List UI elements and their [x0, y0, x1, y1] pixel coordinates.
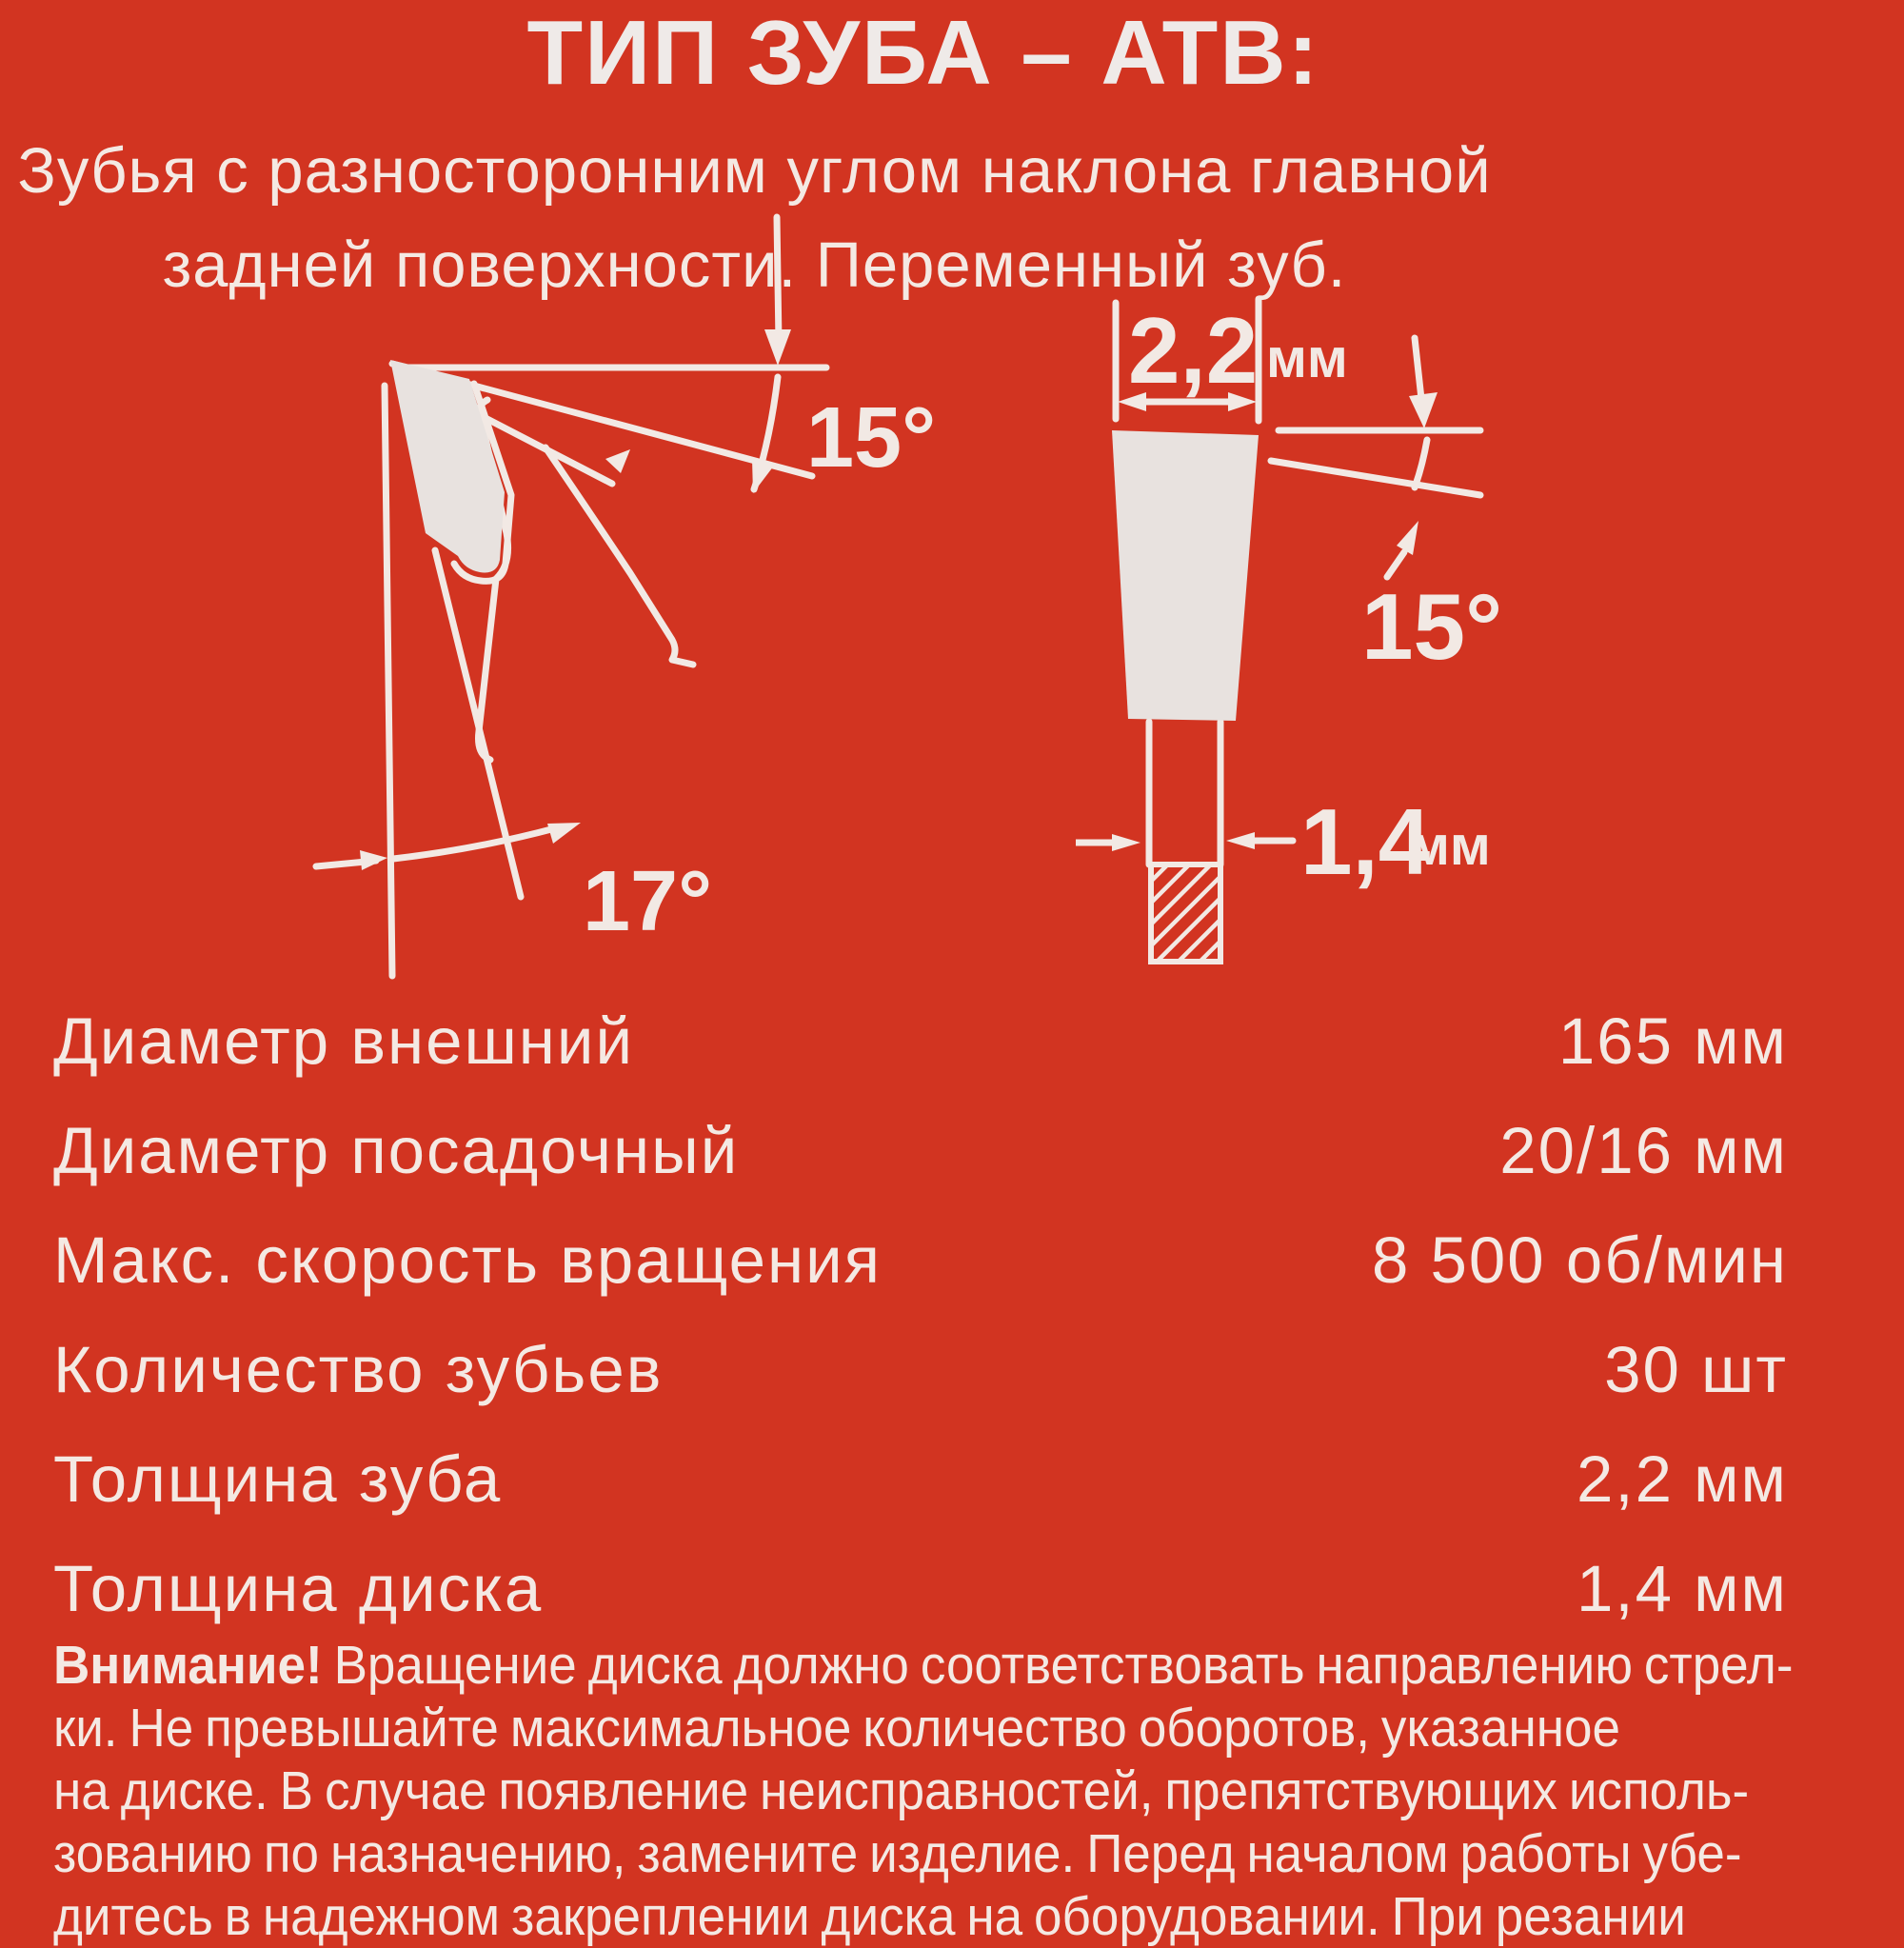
bevel-angle-label: 15°: [1361, 574, 1503, 679]
angle-label-15: 15°: [806, 390, 937, 486]
spec-row-outer-diameter: [53, 986, 1788, 1096]
kerf-unit-label: мм: [1266, 328, 1348, 389]
warning-line-3: на диске. В случае появление неисправностей, препятствующих исполь-: [53, 1760, 1750, 1821]
small-up-arrowhead: [605, 449, 630, 473]
spec-label: Толщина зуба: [53, 1442, 503, 1516]
plate-value-label: 1,4: [1300, 789, 1431, 894]
warning-line-1: Внимание! Вращение диска должно соответствовать направлению стрел-: [53, 1635, 1794, 1696]
down-arrowhead: [764, 329, 791, 366]
vertical-reference-line: [385, 386, 392, 976]
tooth-side-profile-diagram: [286, 209, 971, 981]
plate-unit-label: мм: [1409, 815, 1491, 877]
warning-paragraph: [53, 1634, 1891, 1948]
spec-row-tooth-count: [53, 1315, 1788, 1424]
warning-line-4: зованию по назначению, замените изделие. Перед началом работы убе-: [53, 1823, 1742, 1884]
spec-label: Макс. скорость вращения: [53, 1223, 883, 1297]
subtitle-line-1: Зубья с разносторонним углом наклона главной: [17, 135, 1492, 207]
spec-value: 1,4 мм: [1577, 1552, 1788, 1625]
spec-value: 2,2 мм: [1577, 1442, 1788, 1516]
plate-arrowhead-right: [1226, 832, 1255, 849]
spec-value: 165 мм: [1557, 1004, 1788, 1078]
spec-value: 20/16 мм: [1499, 1114, 1788, 1187]
spec-row-max-speed: [53, 1205, 1788, 1315]
arc17-left-arrowhead: [360, 850, 387, 870]
warning-line-2: ки. Не превышайте максимальное количество оборотов, указанное: [53, 1698, 1620, 1759]
next-tooth-line: [545, 447, 693, 665]
subtitle-line-2: задней поверхности. Переменный зуб.: [162, 229, 1347, 301]
disk-hatched-section: [1151, 865, 1220, 962]
tooth-front-shape: [1112, 430, 1259, 721]
spec-label: Диаметр посадочный: [53, 1114, 740, 1187]
bevel-sloped-line: [1271, 461, 1480, 495]
spec-table: [53, 986, 1788, 1643]
bevel-down-arrowhead: [1409, 392, 1438, 428]
angle-arc-17: [393, 828, 555, 859]
bevel-angle-arc: [1415, 440, 1427, 487]
bevel-up-arrowhead: [1397, 521, 1418, 555]
spec-label: Диаметр внешний: [53, 1004, 634, 1078]
spec-label: Толщина диска: [53, 1552, 544, 1625]
kerf-value-label: 2,2: [1128, 298, 1259, 403]
warning-line-5: дитесь в надежном закреплении диска на оборудовании. При резании: [53, 1886, 1686, 1947]
page-title: ТИП ЗУБА – ATB:: [526, 2, 1320, 104]
spec-row-bore-diameter: [53, 1096, 1788, 1205]
tooth-front-profile-diagram: [1076, 286, 1590, 1057]
spec-value: 30 шт: [1604, 1333, 1788, 1406]
spec-label: Количество зубьев: [53, 1333, 664, 1406]
arc17-right-arrowhead: [547, 823, 581, 844]
plate-arrowhead-left: [1112, 834, 1140, 851]
spec-row-tooth-thickness: [53, 1424, 1788, 1534]
spec-value: 8 500 об/мин: [1372, 1223, 1788, 1297]
spec-row-disk-thickness: [53, 1534, 1788, 1643]
warning-attention-label: Внимание!: [53, 1635, 323, 1696]
angle-label-17: 17°: [583, 854, 713, 949]
top-arrow-shaft: [777, 217, 779, 343]
body-line: [480, 400, 612, 484]
